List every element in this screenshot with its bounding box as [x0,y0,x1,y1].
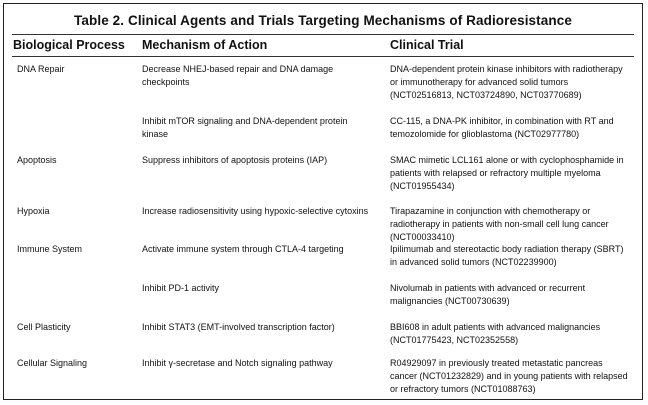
row-trial-cell: Ipilimumab and stereotactic body radiation therapy (SBRT) in advanced solid tumors (NCT02239900) [390,243,624,267]
row-trial-cell: R04929097 in previously treated metastatic pancreas cancer (NCT01232829) and in young patients with relapsed or refractory tumors (NCT01088763) [390,357,628,394]
row-trial-cell: DNA-dependent protein kinase inhibitors with radiotherapy or immunotherapy for advanced solid tumors (NCT02516813, NCT03724890, NCT03770689) [390,63,623,100]
row-mechanism-cell: Inhibit mTOR signaling and DNA-dependent protein kinase [142,115,348,139]
row-mechanism-cell: Increase radiosensitivity using hypoxic-selective cytoxins [142,205,369,216]
row-process-cell: Immune System [17,243,83,254]
row-trial-cell: BBI608 in adult patients with advanced malignancies (NCT01775423, NCT02352558) [390,321,601,345]
header-bottom-rule [12,56,634,57]
row-mechanism-cell: Suppress inhibitors of apoptosis proteins (IAP) [142,154,328,165]
header-mechanism-of-action: Mechanism of Action [142,38,268,52]
table-header [4,34,642,56]
table-frame [3,3,643,400]
row-mechanism-cell: Inhibit PD-1 activity [142,282,220,293]
row-trial-cell: Nivolumab in patients with advanced or recurrent malignancies (NCT00730639) [390,282,586,306]
row-trial-cell: Tirapazamine in conjunction with chemotherapy or radiotherapy in patients with non-small cell lung cancer (NCT00033410) [390,205,609,242]
row-mechanism-cell: Inhibit γ-secretase and Notch signaling pathway [142,357,333,368]
table-title: Table 2. Clinical Agents and Trials Targeting Mechanisms of Radioresistance [74,13,572,28]
row-trial-cell: CC-115, a DNA-PK inhibitor, in combination with RT and temozolomide for glioblastoma (NCT02977780) [390,115,614,139]
row-process-cell: Hypoxia [17,205,50,216]
header-biological-process: Biological Process [13,38,125,52]
row-process-cell: DNA Repair [17,63,65,74]
row-mechanism-cell: Inhibit STAT3 (EMT-involved transcription factor) [142,321,335,332]
row-process-cell: Apoptosis [17,154,57,165]
header-clinical-trial: Clinical Trial [390,38,464,52]
row-process-cell: Cellular Signaling [17,357,88,368]
row-trial-cell: SMAC mimetic LCL161 alone or with cyclophosphamide in patients with relapsed or refractory multiple myeloma (NCT01955434) [390,154,624,191]
row-mechanism-cell: Decrease NHEJ-based repair and DNA damage checkpoints [142,63,334,87]
row-process-cell: Cell Plasticity [17,321,71,332]
row-mechanism-cell: Activate immune system through CTLA-4 targeting [142,243,344,254]
